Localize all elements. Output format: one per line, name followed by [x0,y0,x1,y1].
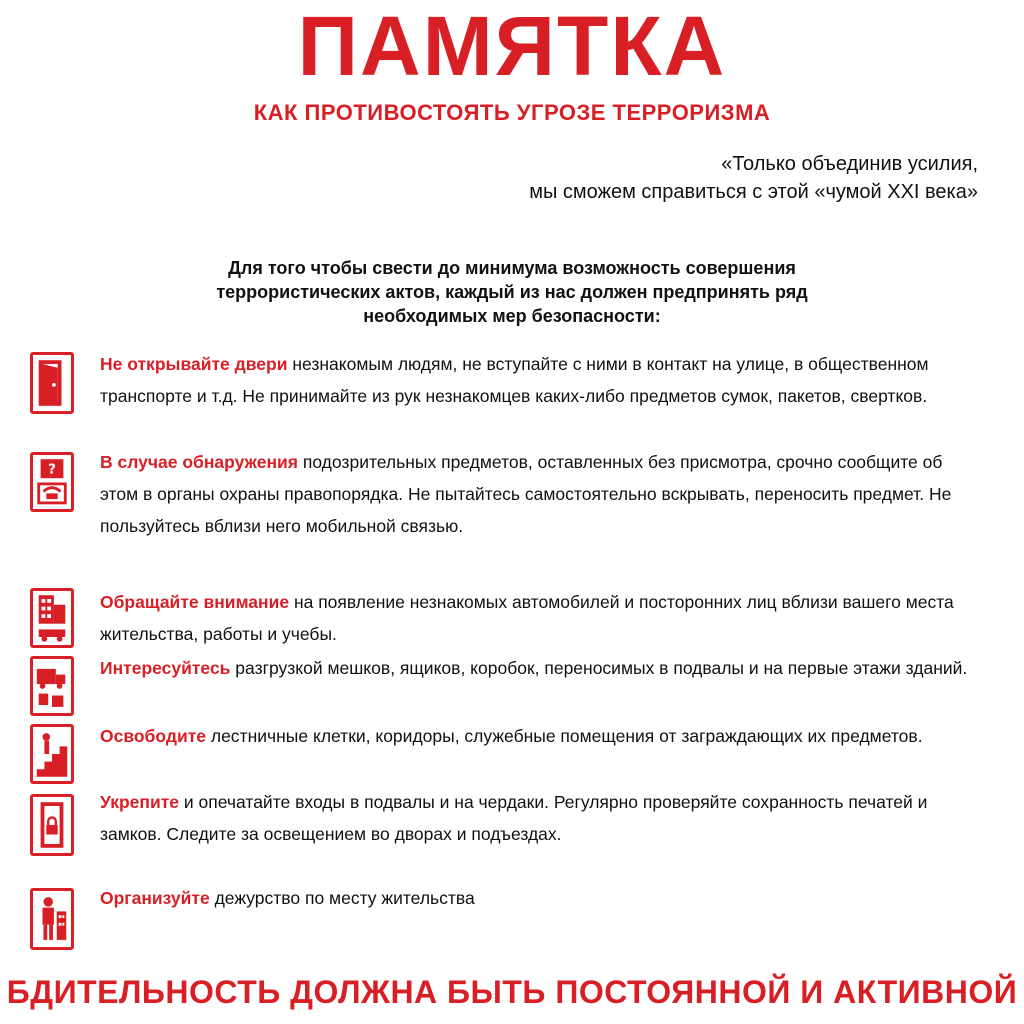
svg-text:?: ? [48,462,56,478]
list-item-lead: Организуйте [100,888,210,908]
quote-line-1: «Только объединив усилия, [721,153,978,175]
list-item-text [100,786,980,850]
list-item-body: и опечатайте входы в подвалы и на чердаки. Регулярно проверяйте сохранность печатей и замков. Следите за освещением во дворах и подъездах. [100,792,928,844]
list-item-text [100,586,980,650]
list-item-text [100,446,980,542]
list-item-text [100,652,980,684]
list-item-body: разгрузкой мешков, ящиков, коробок, переносимых в подвалы и на первые этажи зданий. [230,658,968,678]
list-item-lead: Укрепите [100,792,180,812]
list-item [30,348,990,444]
list-item-lead: Освободите [100,726,206,746]
list-item-body: дежурство по месту жительства [209,888,475,908]
stairs-icon [30,724,74,784]
intro-line-3: необходимых мер безопасности: [363,306,661,326]
list-item-lead: Не открывайте двери [100,354,288,374]
list-item-body: незнакомым людям, не вступайте с ними в контакт на улице, в общественном транспорте и т.д. Не принимайте из рук незнакомцев каких-либо предметов сумок, пакетов, свертков. [100,354,929,406]
intro-line-2: террористических актов, каждый из нас должен предпринять ряд [216,282,808,302]
guard-icon [30,888,74,950]
list-item [30,720,990,788]
locked-door-icon [30,794,74,856]
list-item-text [100,882,980,914]
list-item [30,650,990,720]
footer-slogan: БДИТЕЛЬНОСТЬ ДОЛЖНА БЫТЬ ПОСТОЯННОЙ И АКТИВНОЙ [6,974,1018,1010]
list-item [30,786,990,886]
building-car-icon [30,588,74,648]
door-icon [30,352,74,414]
list-item-lead: В случае обнаружения [100,452,298,472]
truck-boxes-icon [30,656,74,716]
list-item [30,444,990,584]
list-item [30,882,990,952]
list-item-text [100,720,980,752]
list-item-lead: Интересуйтесь [100,658,231,678]
package-phone-icon [30,452,74,512]
list-item-text [100,348,980,412]
page-title: ПАМЯТКА [297,0,727,93]
list-item-body: на появление незнакомых автомобилей и посторонних лиц вблизи вашего места жительства, работы и учебы. [100,592,954,644]
list-item-lead: Обращайте внимание [100,592,290,612]
page-subtitle: КАК ПРОТИВОСТОЯТЬ УГРОЗЕ ТЕРРОРИЗМА [253,100,771,125]
quote-line-2: мы сможем справиться с этой «чумой XXI века» [529,181,978,203]
list-item-body: лестничные клетки, коридоры, служебные помещения от заграждающих их предметов. [206,726,923,746]
intro-line-1: Для того чтобы свести до минимума возможность совершения [228,258,796,278]
list-item-body: подозрительных предметов, оставленных без присмотра, срочно сообщите об этом в органы охраны правопорядка. Не пытайтесь самостоятельно вскрывать, переносить предмет. Не пользуйтесь вблизи него мобильной связью. [100,452,952,536]
list-item [30,584,990,650]
